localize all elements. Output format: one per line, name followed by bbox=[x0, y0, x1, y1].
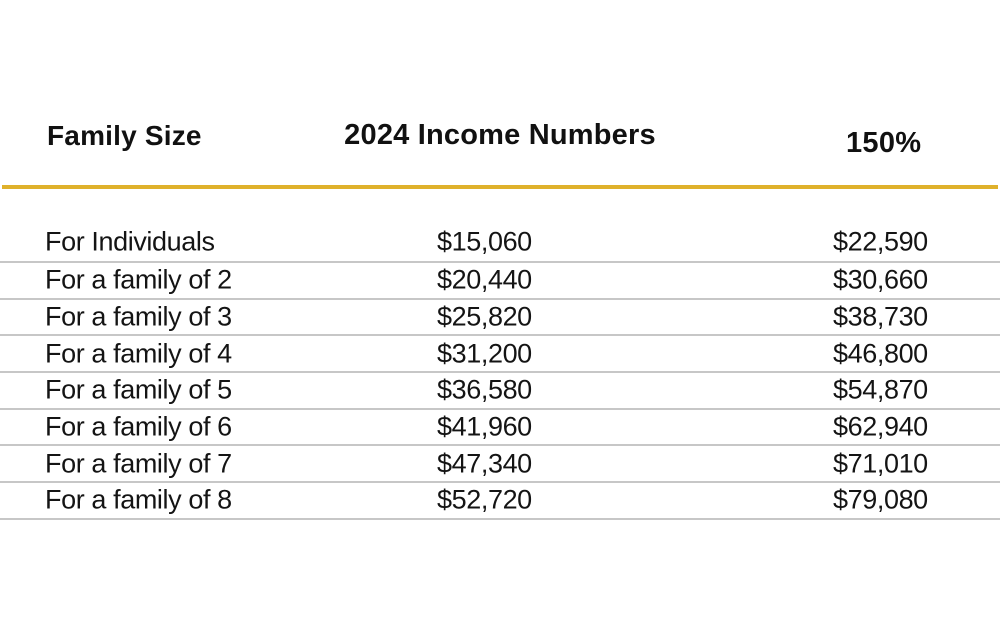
table-row bbox=[0, 410, 1000, 447]
income-2024-value: $36,580 bbox=[437, 374, 532, 405]
table-row bbox=[0, 446, 1000, 483]
row-label: For a family of 7 bbox=[45, 448, 232, 479]
income-2024-value: $15,060 bbox=[437, 226, 532, 256]
income-150pct-value: $54,870 bbox=[833, 374, 928, 405]
row-label: For a family of 6 bbox=[45, 411, 232, 442]
row-label: For a family of 8 bbox=[45, 484, 232, 515]
row-label: For a family of 5 bbox=[45, 374, 232, 405]
income-2024-value: $47,340 bbox=[437, 448, 532, 479]
income-150pct-value: $71,010 bbox=[833, 448, 928, 479]
income-2024-value: $41,960 bbox=[437, 411, 532, 442]
table-body bbox=[0, 222, 1000, 520]
row-label: For a family of 4 bbox=[45, 338, 232, 369]
table-row bbox=[0, 373, 1000, 410]
income-2024-value: $31,200 bbox=[437, 338, 532, 369]
column-header-2024-income-numbers: 2024 Income Numbers bbox=[344, 119, 656, 151]
gold-divider-line bbox=[2, 185, 998, 189]
table-row bbox=[0, 222, 1000, 263]
income-150pct-value: $62,940 bbox=[833, 411, 928, 442]
column-header-150-percent: 150% bbox=[846, 127, 922, 159]
income-150pct-value: $79,080 bbox=[833, 484, 928, 515]
income-2024-value: $25,820 bbox=[437, 301, 532, 332]
income-150pct-value: $46,800 bbox=[833, 338, 928, 369]
row-label: For a family of 3 bbox=[45, 301, 232, 332]
table-row bbox=[0, 336, 1000, 373]
column-header-family-size: Family Size bbox=[47, 120, 202, 151]
row-label: For Individuals bbox=[45, 226, 215, 256]
income-150pct-value: $22,590 bbox=[833, 226, 928, 256]
table-row bbox=[0, 483, 1000, 520]
income-150pct-value: $30,660 bbox=[833, 264, 928, 295]
income-2024-value: $20,440 bbox=[437, 264, 532, 295]
table-row bbox=[0, 300, 1000, 337]
row-label: For a family of 2 bbox=[45, 264, 232, 295]
income-150pct-value: $38,730 bbox=[833, 301, 928, 332]
table-row bbox=[0, 263, 1000, 300]
income-2024-value: $52,720 bbox=[437, 484, 532, 515]
